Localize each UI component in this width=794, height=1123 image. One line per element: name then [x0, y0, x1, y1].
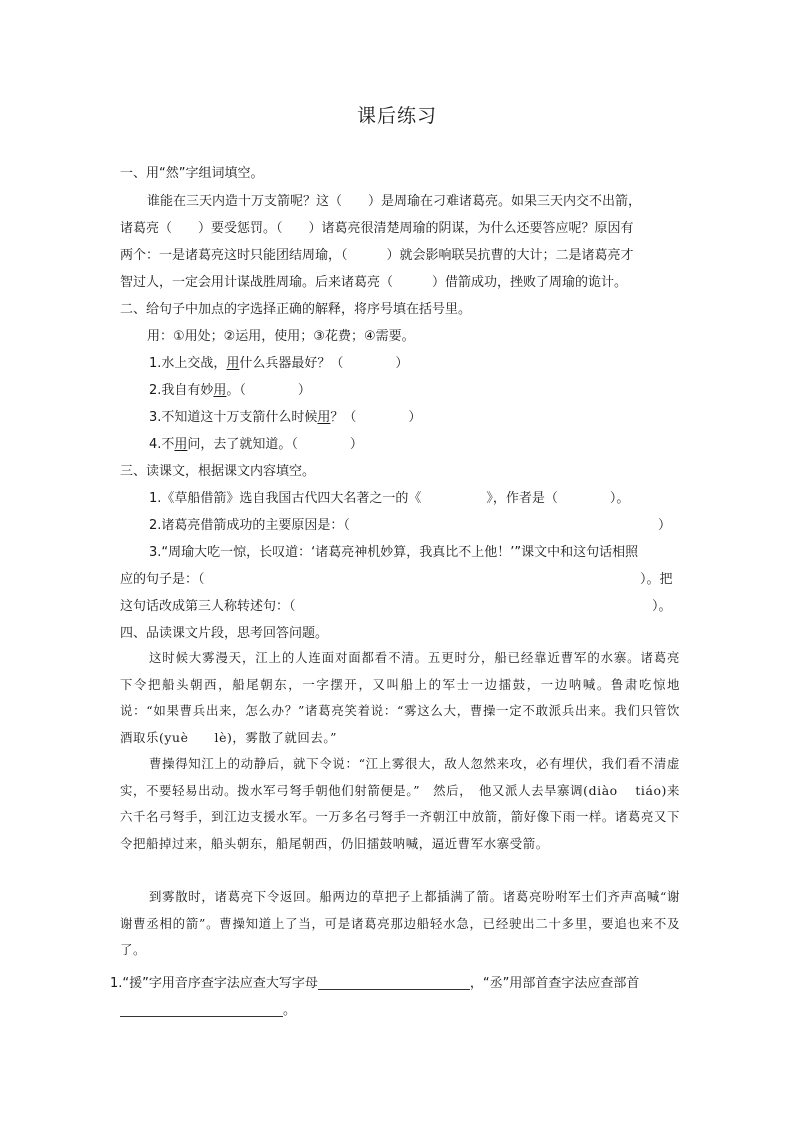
section-3-heading: 三、读课文，根据课文内容填空。: [120, 464, 316, 479]
section-4-heading: 四、品读课文片段，思考回答问题。: [120, 626, 329, 641]
passage-paragraph-3: 到雾散时，诸葛亮下令返回。船两边的草把子上都插满了箭。诸葛亮吩咐军士们齐声高喊“谢谢曹丞相的箭”。曹操知道上了当，可是诸葛亮那边船轻水急，已经驶出二十多里，要追也来不及了。: [120, 889, 680, 957]
s3-q2-close: ）: [658, 518, 672, 533]
s3-question-1: 1.《草船借箭》选自我国古代四大名著之一的《 》，作者是（ ）。: [149, 491, 630, 506]
passage-paragraph-1: 这时候大雾漫天，江上的人连面对面都看不清。五更时分，船已经靠近曹军的水寨。诸葛亮下令把船头朝西，船尾朝东，一字摆开，又叫船上的军士一边擂鼓，一边呐喊。鲁肃吃惊地说：“如果曹兵出来，怎么办？”诸葛亮笑着说：“雾这么大，曹操一定不敢派兵出来。我们只管饮酒取乐(yuè lè)，雾散了就回去。”: [120, 650, 680, 745]
s2-question-4: 4.不用问，去了就知道。（ ）: [149, 437, 363, 452]
s1-line-3: 两个：一是诸葛亮这时只能团结周瑜，（ ）就会影响联吴抗曹的大计；二是诸葛亮才: [120, 248, 634, 263]
s2-question-1: 1.水上交战，用什么兵器最好？（ ）: [149, 356, 409, 371]
answer-blank-radical[interactable]: [120, 1002, 283, 1017]
s2-question-2: 2.我自有妙用。（ ）: [149, 383, 311, 398]
section-1-heading: 一、用“然”字组词填空。: [120, 166, 264, 181]
final-question-line-2: 。: [120, 999, 296, 1018]
section-2-heading: 二、给句子中加点的字选择正确的解释，将序号填在括号里。: [120, 302, 472, 317]
dotted-char: 用: [226, 356, 240, 371]
s1-line-2: 诸葛亮（ ）要受惩罚。（ ）诸葛亮很清楚周瑜的阴谋，为什么还要答应呢？原因有: [120, 221, 634, 236]
s3-question-2: 2.诸葛亮借箭成功的主要原因是：（: [149, 518, 350, 533]
s2-options: 用：①用处；②运用，使用；③花费；④需要。: [147, 329, 415, 344]
s3-question-3-line-1: 3.“周瑜大吃一惊，长叹道：‘诸葛亮神机妙算，我真比不上他！’”课文中和这句话相照: [149, 545, 639, 560]
s3-q3-line-2-close: ）。把: [640, 572, 673, 587]
answer-blank-letter[interactable]: [318, 975, 470, 990]
s2-question-3: 3.不知道这十万支箭什么时候用？（ ）: [149, 410, 422, 425]
dotted-char: 用: [213, 383, 227, 398]
passage-paragraph-2: 曹操得知江上的动静后，就下令说：“江上雾很大，敌人忽然来攻，必有埋伏，我们看不清虚实，不要轻易出动。拨水军弓弩手朝他们射箭便是。” 然后， 他又派人去旱寨调(diào tiáo)来六千名弓弩手，到江边支援水军。一万多名弓弩手一齐朝江中放箭，箭好像下雨一样。诸葛亮又下令把船掉过来，船头朝东，船尾朝西，仍旧擂鼓呐喊，逼近曹军水寨受箭。: [120, 756, 680, 851]
page-title: 课后练习: [356, 105, 437, 127]
final-question-line-1: 1.“援”字用音序查字法应查大写字母 ，“丞”用部首查字法应查部首: [110, 976, 640, 991]
s3-question-3-line-3: 这句话改成第三人称转述句：（: [120, 599, 296, 614]
s3-question-3-line-2: 应的句子是：（: [120, 572, 205, 587]
s1-line-4: 智过人，一定会用计谋战胜周瑜。后来诸葛亮（ ）借箭成功，挫败了周瑜的诡计。: [120, 275, 628, 290]
dotted-char: 用: [174, 437, 188, 452]
s1-line-1: 谁能在三天内造十万支箭呢？这（ ）是周瑜在刁难诸葛亮。如果三天内交不出箭，: [147, 194, 642, 209]
s3-q3-line-3-close: ）。: [652, 599, 672, 614]
dotted-char: 用: [317, 410, 331, 425]
